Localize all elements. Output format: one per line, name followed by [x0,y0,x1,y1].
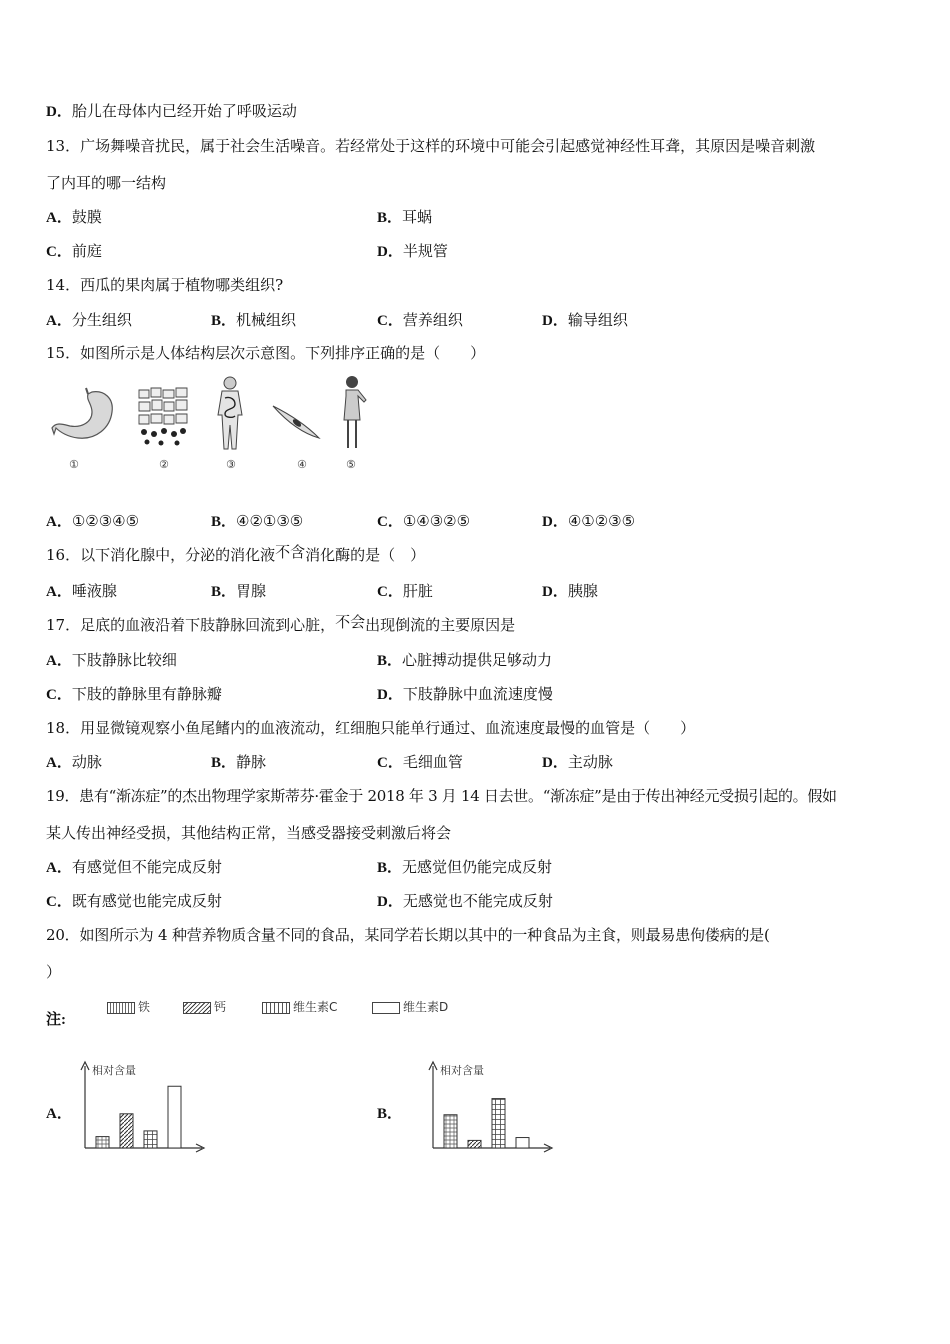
stem-text: 出现倒流的主要原因是 [365,616,516,634]
stem-text: 消化酶的是（ ） [305,546,426,564]
option-label: C． [46,244,72,260]
option-label: D． [377,894,403,910]
option-label: C． [46,894,72,910]
option-label: A． [46,584,72,600]
option-label: C． [377,514,403,530]
option-text: 前庭 [71,242,102,260]
option-label: B． [211,313,237,329]
option-text: 胎儿在母体内已经开始了呼吸运动 [71,102,297,120]
option-label: D． [542,584,568,600]
figure-label-1: ① [69,458,79,471]
q19-stem-line1: 19．患有“渐冻症”的杰出物理学家斯蒂芬·霍金于 2018 年 3 月 14 日去世。“渐冻症”是由于传出神经元受损引起的。假如 [46,787,837,805]
bar-vitamin-d [516,1138,529,1148]
option-text: ①④③②⑤ [402,512,471,530]
option-text: 既有感觉也能完成反射 [71,892,222,910]
legend-swatch-vitamin-d [372,1002,400,1014]
q16-option-b[interactable] [211,581,266,602]
option-text: 分生组织 [71,311,132,329]
option-text: 鼓膜 [71,208,102,226]
bar-vitamin-c [144,1131,157,1148]
legend-calcium [183,998,226,1015]
q19-option-d[interactable] [377,891,553,912]
y-axis-label: 相对含量 [440,1064,484,1077]
bar-vitamin-d [168,1086,181,1148]
q12-option-d[interactable] [46,101,297,122]
option-label: A． [46,313,72,329]
option-text: ①②③④⑤ [71,512,140,530]
option-label: B． [377,1106,403,1122]
stem-emphasis: 不会 [335,613,366,631]
option-text: 胰腺 [567,582,598,600]
stem-emphasis: 不含 [275,543,306,561]
option-label: B． [377,860,403,876]
bar-iron [96,1137,109,1148]
q15-option-a[interactable] [46,511,139,532]
q19-option-a[interactable] [46,857,222,878]
bar-calcium [468,1140,481,1148]
option-label: D． [377,244,403,260]
option-text: 无感觉也不能完成反射 [402,892,553,910]
option-label: C． [377,584,403,600]
legend-swatch-vitamin-c [262,1002,290,1014]
q17-option-b[interactable] [377,650,552,671]
legend-iron [107,998,150,1015]
q13-option-b[interactable] [377,207,432,228]
q16-option-d[interactable] [542,581,598,602]
q20-stem-line2: ） [46,963,62,981]
option-text: 胃腺 [236,582,267,600]
legend-swatch-calcium [183,1002,211,1014]
option-label: D． [542,313,568,329]
legend-label: 维生素D [403,1000,449,1014]
q14-option-d[interactable] [542,310,628,331]
option-label: D． [46,104,72,120]
figure-label-5: ⑤ [346,458,356,471]
figure-label-3: ③ [226,458,236,471]
q18-option-d[interactable] [542,752,613,773]
option-label: B． [211,514,237,530]
q15-option-b[interactable] [211,511,303,532]
q13-option-d[interactable] [377,241,448,262]
q14-option-b[interactable] [211,310,296,331]
option-text: 肝脏 [402,582,433,600]
option-label: D． [542,514,568,530]
q20-stem-line1: 20．如图所示为 4 种营养物质含量不同的食品，某同学若长期以其中的一种食品为主食，则最易患佝偻病的是( [46,926,770,944]
option-label: D． [542,755,568,771]
option-text: ④②①③⑤ [236,512,304,530]
q13-option-c[interactable] [46,241,102,262]
q13-stem-line2: 了内耳的哪一结构 [46,174,167,192]
q18-option-a[interactable] [46,752,102,773]
option-text: 耳蜗 [402,208,433,226]
option-label: A． [46,653,72,669]
q17-option-a[interactable] [46,650,177,671]
q20-option-b[interactable] [377,1103,402,1124]
option-text: 半规管 [402,242,448,260]
q19-option-c[interactable] [46,891,222,912]
option-text: 营养组织 [402,311,463,329]
option-text: ④①②③⑤ [567,512,636,530]
option-text: 唾液腺 [71,582,117,600]
option-text: 下肢静脉中血流速度慢 [402,685,553,703]
option-label: A． [46,1106,72,1122]
legend-swatch-iron [107,1002,135,1014]
option-label: C． [46,687,72,703]
q20-option-a[interactable] [46,1103,72,1124]
stomach-organ-figure [52,388,118,448]
q18-option-b[interactable] [211,752,266,773]
legend-label: 钙 [214,1000,227,1014]
option-text: 无感觉但仍能完成反射 [402,858,553,876]
q14-option-a[interactable] [46,310,132,331]
option-label: C． [377,313,403,329]
option-text: 静脉 [236,753,267,771]
q15-option-d[interactable] [542,511,635,532]
figure-label-2: ② [159,458,169,471]
bar-iron [444,1115,457,1148]
q13-option-a[interactable] [46,207,102,228]
q17-option-c[interactable] [46,684,222,705]
q20-note-label [46,1009,66,1030]
q18-option-c[interactable] [377,752,463,773]
y-axis-label: 相对含量 [92,1064,136,1077]
option-label: B． [211,584,237,600]
tissue-figure [137,386,189,448]
option-label: C． [377,755,403,771]
option-label: A． [46,514,72,530]
option-text: 有感觉但不能完成反射 [71,858,222,876]
option-text: 下肢的静脉里有静脉瓣 [71,685,222,703]
q13-stem-line1: 13．广场舞噪音扰民，属于社会生活噪音。若经常处于这样的环境中可能会引起感觉神经性耳聋，其原因是噪音刺激 [46,137,816,155]
option-label: A． [46,210,72,226]
note-label: 注: [46,1012,66,1028]
option-text: 毛细血管 [402,753,463,771]
option-text: 动脉 [71,753,102,771]
option-text: 下肢静脉比较细 [71,651,177,669]
q17-option-d[interactable] [377,684,553,705]
stem-text: 16．以下消化腺中，分泌的消化液 [46,546,276,564]
option-text: 输导组织 [567,311,628,329]
q16-option-a[interactable] [46,581,117,602]
q16-option-c[interactable] [377,581,433,602]
q19-option-b[interactable] [377,857,552,878]
person-figure [340,374,370,452]
chart-food-a [80,1062,210,1158]
option-label: D． [377,687,403,703]
option-label: A． [46,860,72,876]
chart-food-b [428,1062,558,1158]
stem-text: 17．足底的血液沿着下肢静脉回流到心脏， [46,616,336,634]
q14-option-c[interactable] [377,310,463,331]
option-label: B． [211,755,237,771]
figure-label-4: ④ [297,458,307,471]
q19-stem-line2: 某人传出神经受损，其他结构正常，当感受器接受刺激后将会 [46,824,452,842]
option-label: A． [46,755,72,771]
human-system-figure [214,376,246,450]
legend-label: 铁 [138,1000,151,1014]
q16-stem [46,545,425,565]
q15-stem: 15．如图所示是人体结构层次示意图。下列排序正确的是（ ） [46,344,486,362]
q14-stem: 14．西瓜的果肉属于植物哪类组织? [46,276,284,294]
q17-stem [46,615,515,635]
option-label: B． [377,210,403,226]
option-text: 主动脉 [567,753,613,771]
legend-label: 维生素C [293,1000,338,1014]
cell-figure [271,404,321,440]
bar-calcium [120,1114,133,1148]
option-text: 机械组织 [236,311,297,329]
q18-stem: 18．用显微镜观察小鱼尾鳍内的血液流动，红细胞只能单行通过、血流速度最慢的血管是（ ） [46,719,696,737]
bar-vitamin-c [492,1099,505,1148]
option-text: 心脏搏动提供足够动力 [402,651,553,669]
option-label: B． [377,653,403,669]
q15-option-c[interactable] [377,511,470,532]
legend-vitamin-c [262,998,337,1015]
legend-vitamin-d [372,998,448,1015]
